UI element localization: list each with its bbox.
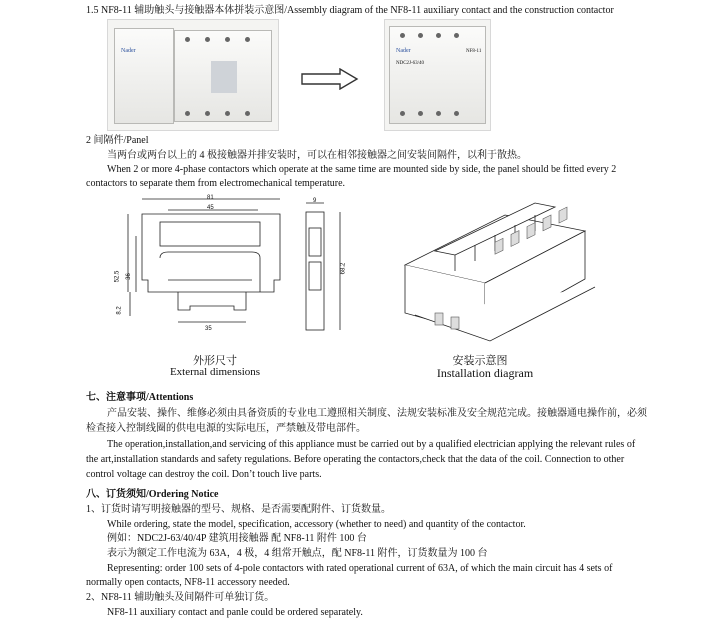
dim-9: 9 [313,198,317,204]
ordering-heading [86,488,218,501]
install-caption-en: Installation diagram [436,366,534,380]
panel-en-text-2: contactors to separate them from electromechanical temperature. [86,178,346,189]
side-label: NF8-11 [466,49,482,54]
panel-en-text-1: When 2 or more 4-phase contactors which operate at the same time are mounted side by side, the panel should be fitted every 2 [107,164,617,175]
ordering-example: 例如：NDC2J-63/40/4P 建筑用接触器 配 NF8-11 附件 100 台 [107,533,367,544]
panel-heading: 2 间隔件/Panel [86,135,149,146]
attentions-heading-zh: 七、注意事项 [86,392,146,403]
install-caption-zh: 安装示意图 [452,355,508,367]
attentions-zh-1: 产品安装、操作、维修必须由具备资质的专业电工遵照相关制度、法规安装标准及安全规范完成。接触器通电操作前，必须 [107,408,647,419]
contactor-body [174,30,272,122]
attentions-zh-2: 检查接入控制线圈的供电电源的实际电压，严禁触及带电部件。 [86,423,366,434]
brand-label-right: Nader [396,48,411,54]
installation-diagram-drawing [395,195,600,345]
dim-68-2: 68.2 [340,262,347,275]
dim-36: 36 [125,273,132,280]
aux-contact-unit [114,28,174,124]
external-dimensions-drawing [108,192,354,340]
assembly-photo-after [384,19,491,131]
ordering-heading-zh: 八、订货须知 [86,489,146,500]
dim-52-5: 52.5 [114,270,121,283]
ordering-item1-en: While ordering, state the model, specification, accessory (whether to need) and quantity of the contactor. [107,519,526,530]
ext-dim-caption-zh: 外形尺寸 [193,355,237,367]
brand-label: Nader [121,48,136,54]
front-cover [211,61,237,93]
panel-zh-text: 当两台或两台以上的 4 极接触器并排安装时，可以在相邻接触器之间安装间隔件，以利于散热。 [107,150,527,161]
ordering-item1-zh: 1、订货时请写明接触器的型号、规格、是否需要配附件、订货数量。 [86,504,391,515]
attentions-en-1: The operation,installation,and servicing of this appliance must be carried out by a qualified electrician applying the relevant rules of [107,439,636,450]
assembled-contactor [389,26,486,124]
attentions-heading-en: /Attentions [146,392,194,403]
dim-81: 81 [207,195,214,201]
ordering-item2-zh: 2、NF8-11 辅助触头及间隔件可单独订货。 [86,592,275,603]
product-code: NDC2J-63/40 [396,61,425,66]
ext-dim-caption-en: External dimensions [169,366,261,378]
dim-45: 45 [207,205,214,211]
dim-35: 35 [205,326,212,332]
right-arrow-icon [300,68,360,90]
assembly-heading: 1.5 NF8-11 辅助触头与接触器本体拼装示意图/Assembly diagram of the NF8-11 auxiliary contact and the construction contactor [86,5,614,16]
attentions-heading [86,391,193,404]
attentions-en-2: the art,installation standards and safety regulations. Before operating the contactors,check that the data of the coil. Connection to other [86,454,625,465]
ordering-repr-2: normally open contacts, NF8-11 accessory needed. [86,577,290,588]
dim-8-2: 8.2 [116,306,123,315]
ordering-item2-en: NF8-11 auxiliary contact and panle could be ordered separately. [107,607,363,618]
ordering-repr-1: Representing: order 100 sets of 4-pole contactors with rated operational current of 63A, of which the main circuit has 4 sets of [107,563,613,574]
assembly-photo-before [107,19,279,131]
attentions-en-3: control voltage can destroy the coil. Don’t touch live parts. [86,469,322,480]
ordering-heading-en: /Ordering Notice [146,489,219,500]
ordering-example-desc: 表示为额定工作电流为 63A，4 极，4 组常开触点，配 NF8-11 附件，订货数量为 100 台 [107,548,488,559]
